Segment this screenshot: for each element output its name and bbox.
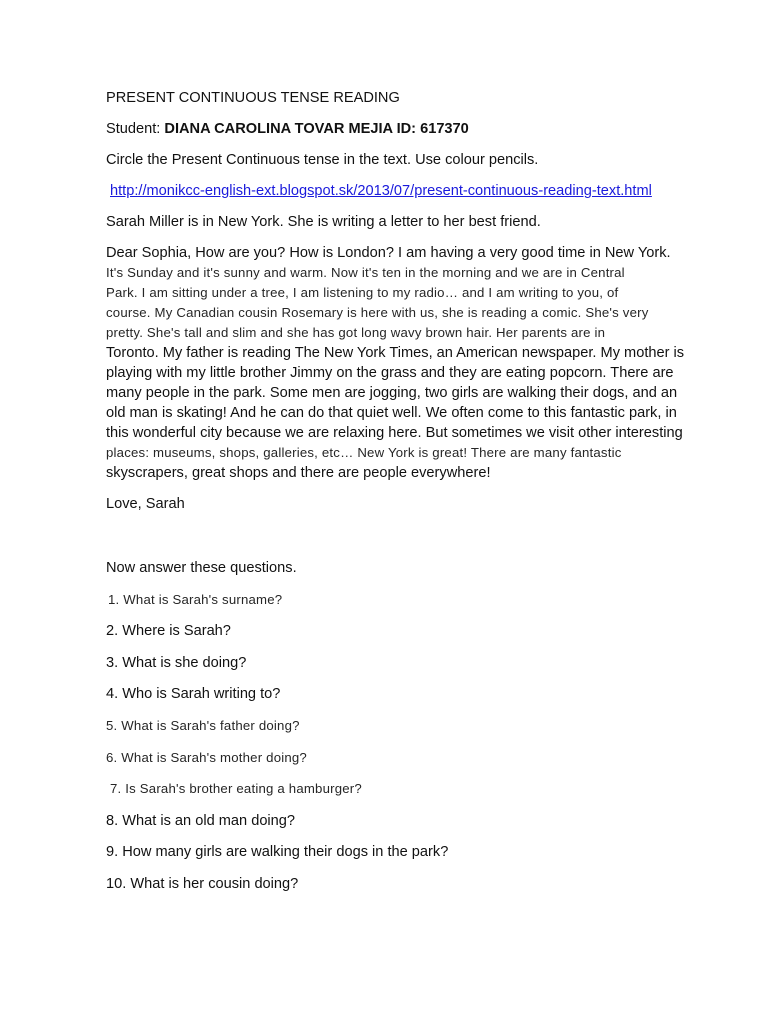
instruction-text: Circle the Present Continuous tense in the text. Use colour pencils. [106, 152, 539, 168]
question-item: 7. Is Sarah's brother eating a hamburger? [110, 781, 362, 797]
question-item: 4. Who is Sarah writing to? [106, 686, 281, 703]
letter-line: Toronto. My father is reading The New York Times, an American newspaper. My mother is [106, 345, 685, 361]
source-link[interactable]: http://monikcc-english-ext.blogspot.sk/2013/07/present-continuous-reading-text.html [110, 183, 652, 199]
document-title: PRESENT CONTINUOUS TENSE READING [106, 90, 400, 106]
letter-body [106, 243, 685, 483]
letter-line: this wonderful city because we are relaxing here. But sometimes we visit other interesting [106, 425, 683, 441]
question-item: 2. Where is Sarah? [106, 623, 231, 640]
question-item: 3. What is she doing? [106, 654, 247, 671]
letter-line: Dear Sophia, How are you? How is London? I am having a very good time in New York. [106, 245, 671, 261]
letter-line: Park. I am sitting under a tree, I am listening to my radio… and I am writing to you, of [106, 285, 619, 300]
student-label: Student: [106, 121, 165, 137]
letter-line: skyscrapers, great shops and there are people everywhere! [106, 465, 491, 481]
letter-signoff: Love, Sarah [106, 496, 185, 512]
letter-line: many people in the park. Some men are jogging, two girls are walking their dogs, and an [106, 385, 678, 401]
questions-list [106, 590, 666, 894]
letter-line: It's Sunday and it's sunny and warm. Now it's ten in the morning and we are in Central [106, 265, 625, 280]
question-item: 6. What is Sarah's mother doing? [106, 749, 307, 765]
question-item: 5. What is Sarah's father doing? [106, 717, 300, 733]
source-link-line [106, 181, 666, 201]
intro-text: Sarah Miller is in New York. She is writing a letter to her best friend. [106, 214, 541, 230]
letter-line: pretty. She's tall and slim and she has got long wavy brown hair. Her parents are in [106, 325, 606, 340]
question-item: 1. What is Sarah's surname? [108, 591, 283, 607]
letter-line: old man is skating! And he can do that quiet well. We often come to this fantastic park, in [106, 405, 677, 421]
question-item: 9. How many girls are walking their dogs in the park? [106, 844, 449, 861]
student-line [106, 119, 666, 139]
document-page [106, 88, 685, 906]
student-name: DIANA CAROLINA TOVAR MEJIA ID: 617370 [164, 121, 469, 137]
letter-line: playing with my little brother Jimmy on the grass and they are eating popcorn. There are [106, 365, 674, 381]
questions-heading: Now answer these questions. [106, 560, 297, 576]
letter-line: places: museums, shops, galleries, etc… New York is great! There are many fantastic [106, 445, 622, 460]
question-item: 8. What is an old man doing? [106, 812, 296, 829]
question-item: 10. What is her cousin doing? [106, 875, 299, 892]
letter-line: course. My Canadian cousin Rosemary is here with us, she is reading a comic. She's very [106, 305, 649, 320]
